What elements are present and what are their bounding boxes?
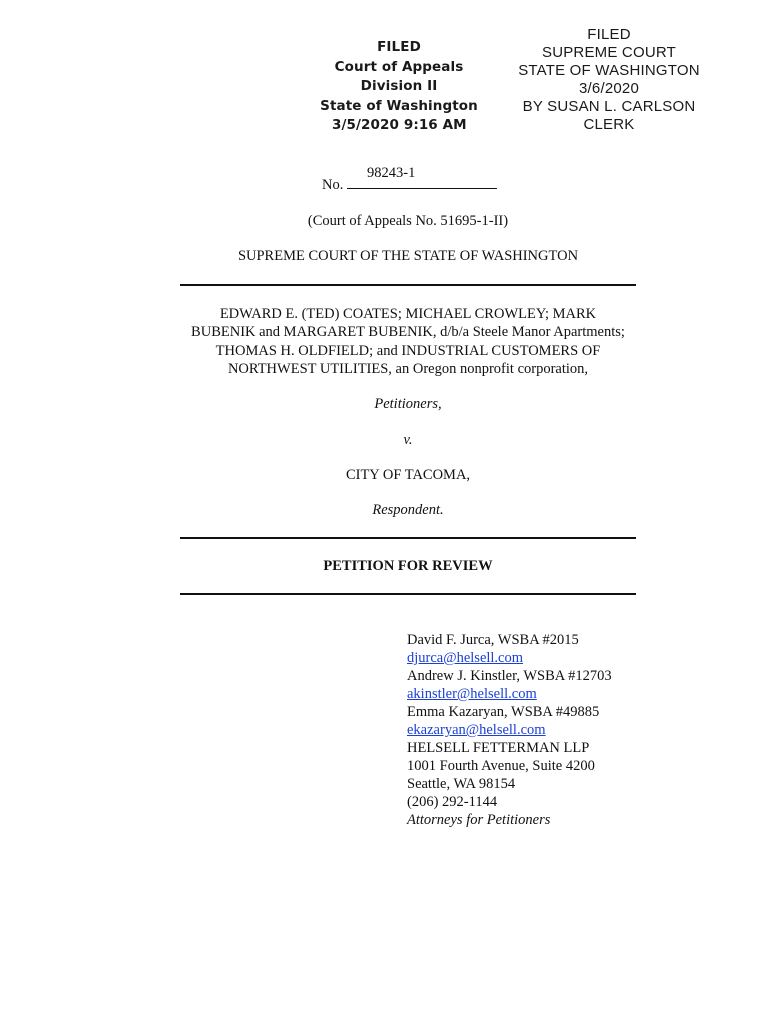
- petitioners-label: Petitioners,: [374, 396, 442, 412]
- court-of-appeals-number: (Court of Appeals No. 51695-1-II): [307, 213, 509, 229]
- petitioners-line: EDWARD E. (TED) COATES; MICHAEL CROWLEY; MARK: [219, 306, 597, 322]
- attorney-email-link[interactable]: akinstler@helsell.com: [407, 686, 537, 702]
- petitioners-line: NORTHWEST UTILITIES, an Oregon nonprofit corporation,: [227, 361, 589, 378]
- case-number-value: 98243-1: [366, 165, 416, 181]
- stamp-division: Division II: [360, 78, 438, 95]
- respondent-label: Respondent.: [372, 502, 444, 518]
- stamp-datetime: 3/5/2020 9:16 AM: [332, 117, 467, 134]
- versus-label: v.: [403, 432, 413, 448]
- stamp-clerk-title: CLERK: [583, 116, 635, 134]
- stamp-state: State of Washington: [320, 97, 478, 114]
- law-firm-name: HELSELL FETTERMAN LLP: [407, 740, 590, 756]
- attorney-email-link[interactable]: djurca@helsell.com: [407, 650, 524, 666]
- stamp-court-name: Court of Appeals: [334, 58, 464, 75]
- firm-phone: (206) 292-1144: [407, 794, 498, 810]
- petitioners-line: THOMAS H. OLDFIELD; and INDUSTRIAL CUSTOMERS OF: [215, 342, 601, 359]
- attorney-block: [407, 631, 612, 829]
- firm-address-city: Seattle, WA 98154: [407, 776, 516, 792]
- divider: [180, 537, 636, 539]
- case-number: [322, 165, 497, 194]
- stamp-filed-label: FILED: [587, 26, 631, 43]
- attorney-name: Andrew J. Kinstler, WSBA #12703: [407, 668, 612, 684]
- stamp-clerk-name: BY SUSAN L. CARLSON: [522, 98, 696, 116]
- divider: [180, 284, 636, 286]
- firm-address-street: 1001 Fourth Avenue, Suite 4200: [407, 758, 595, 774]
- attorney-email-link[interactable]: ekazaryan@helsell.com: [407, 722, 546, 738]
- petitioners-names: [180, 305, 636, 379]
- attorney-role: Attorneys for Petitioners: [407, 812, 551, 828]
- attorney-name: Emma Kazaryan, WSBA #49885: [407, 704, 600, 720]
- document-title: PETITION FOR REVIEW: [323, 558, 493, 574]
- court-of-appeals-filing-stamp: [318, 38, 480, 136]
- petitioners-line: BUBENIK and MARGARET BUBENIK, d/b/a Steele Manor Apartments;: [191, 324, 625, 341]
- stamp-filed-label: FILED: [377, 39, 421, 55]
- court-name: SUPREME COURT OF THE STATE OF WASHINGTON: [237, 248, 579, 264]
- stamp-court-name: SUPREME COURT: [541, 44, 676, 62]
- case-number-field: [347, 165, 497, 189]
- attorney-name: David F. Jurca, WSBA #2015: [407, 632, 579, 648]
- stamp-state: STATE OF WASHINGTON: [518, 62, 700, 80]
- stamp-date: 3/6/2020: [579, 80, 639, 98]
- supreme-court-filing-stamp: [506, 26, 712, 135]
- respondent-name: CITY OF TACOMA,: [345, 467, 471, 483]
- case-number-prefix: No.: [322, 177, 344, 193]
- divider: [180, 593, 636, 595]
